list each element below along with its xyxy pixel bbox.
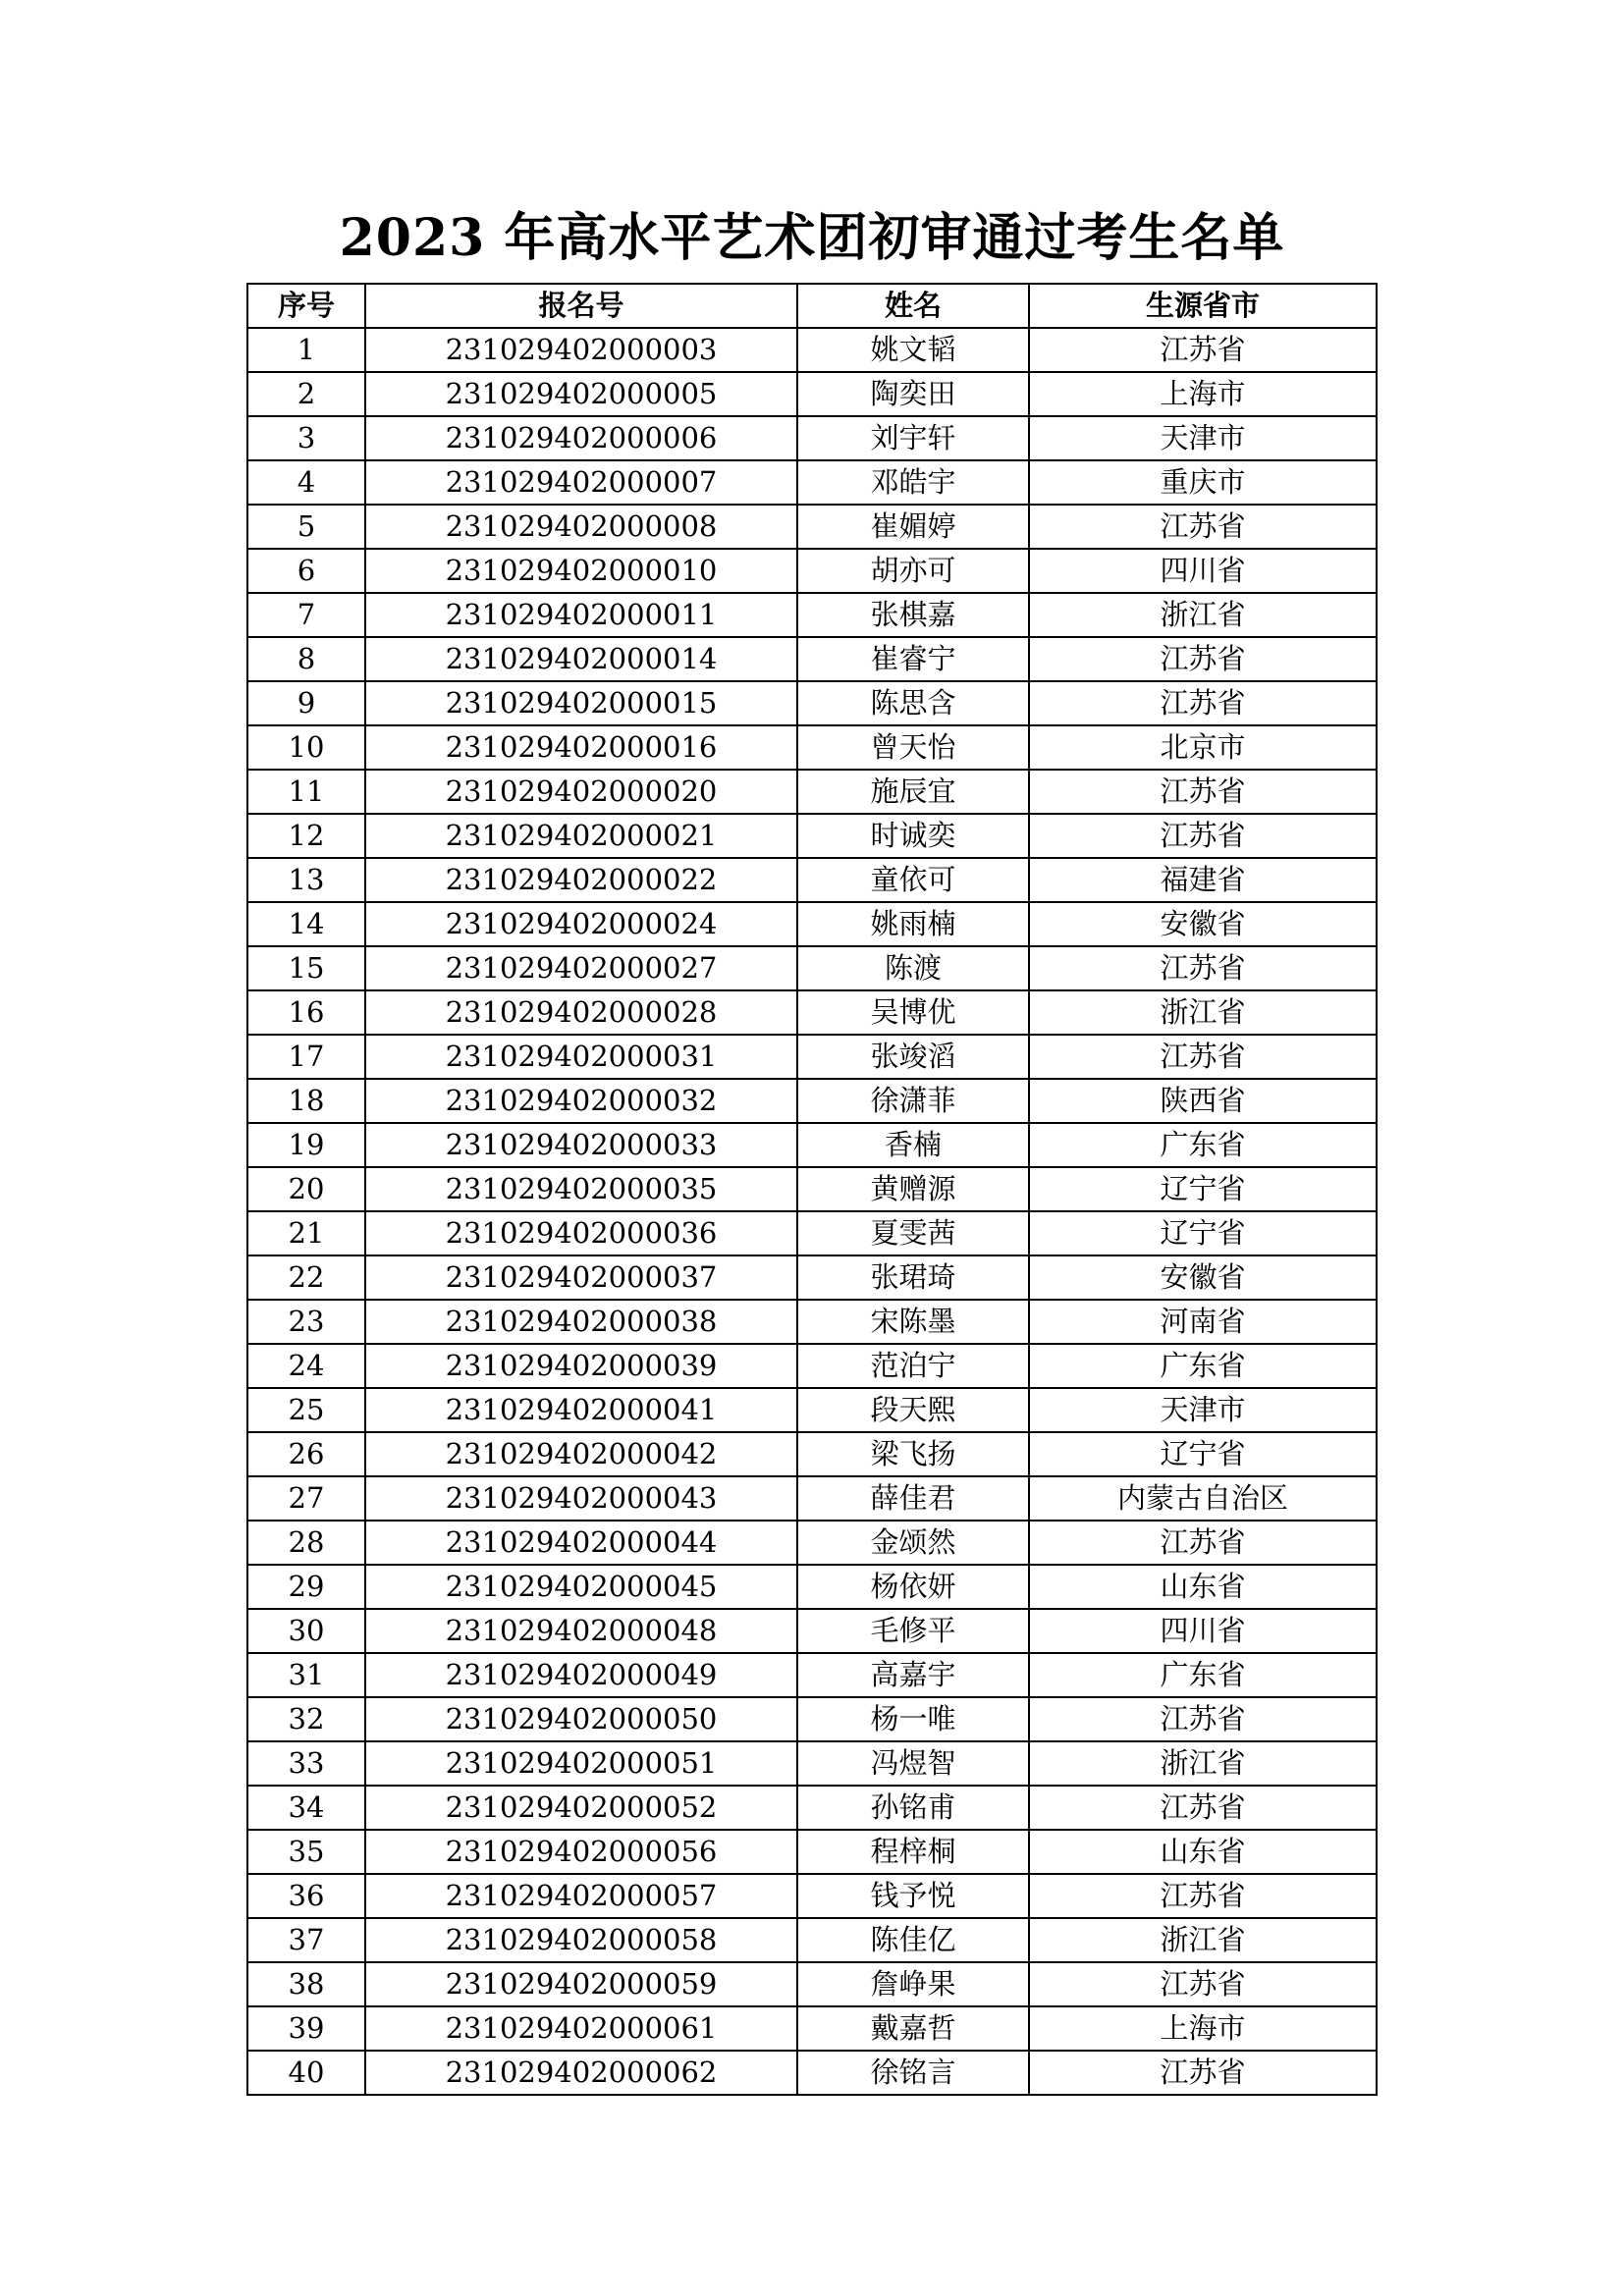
cell-reg-no: 231029402000057	[365, 1874, 797, 1918]
table-row	[247, 1079, 1377, 1123]
cell-province: 河南省	[1029, 1300, 1377, 1344]
cell-seq: 16	[247, 990, 365, 1035]
cell-name: 詹峥果	[797, 1962, 1029, 2006]
cell-name: 施辰宜	[797, 770, 1029, 814]
table-row	[247, 1962, 1377, 2006]
cell-name: 崔睿宁	[797, 637, 1029, 681]
cell-reg-no: 231029402000015	[365, 681, 797, 725]
cell-reg-no: 231029402000052	[365, 1786, 797, 1830]
cell-province: 江苏省	[1029, 1786, 1377, 1830]
cell-reg-no: 231029402000038	[365, 1300, 797, 1344]
cell-reg-no: 231029402000061	[365, 2006, 797, 2051]
table-row	[247, 990, 1377, 1035]
cell-reg-no: 231029402000011	[365, 593, 797, 637]
cell-name: 黄赠源	[797, 1167, 1029, 1211]
cell-reg-no: 231029402000022	[365, 858, 797, 902]
cell-seq: 40	[247, 2051, 365, 2095]
table-row	[247, 1300, 1377, 1344]
table-row	[247, 1167, 1377, 1211]
cell-seq: 22	[247, 1255, 365, 1300]
table-row	[247, 858, 1377, 902]
cell-province: 安徽省	[1029, 1255, 1377, 1300]
cell-name: 陈思含	[797, 681, 1029, 725]
cell-province: 重庆市	[1029, 460, 1377, 505]
table-row	[247, 2051, 1377, 2095]
cell-name: 姚文韬	[797, 328, 1029, 372]
table-row	[247, 1344, 1377, 1388]
cell-name: 范泊宁	[797, 1344, 1029, 1388]
cell-name: 姚雨楠	[797, 902, 1029, 946]
cell-reg-no: 231029402000021	[365, 814, 797, 858]
cell-reg-no: 231029402000035	[365, 1167, 797, 1211]
cell-reg-no: 231029402000028	[365, 990, 797, 1035]
cell-seq: 29	[247, 1565, 365, 1609]
cell-seq: 34	[247, 1786, 365, 1830]
cell-name: 吴博优	[797, 990, 1029, 1035]
cell-reg-no: 231029402000020	[365, 770, 797, 814]
cell-province: 辽宁省	[1029, 1211, 1377, 1255]
cell-reg-no: 231029402000056	[365, 1830, 797, 1874]
cell-reg-no: 231029402000003	[365, 328, 797, 372]
cell-reg-no: 231029402000050	[365, 1697, 797, 1741]
cell-reg-no: 231029402000036	[365, 1211, 797, 1255]
cell-reg-no: 231029402000010	[365, 549, 797, 593]
cell-name: 邓皓宇	[797, 460, 1029, 505]
cell-province: 内蒙古自治区	[1029, 1476, 1377, 1521]
cell-seq: 4	[247, 460, 365, 505]
cell-province: 浙江省	[1029, 1918, 1377, 1962]
cell-reg-no: 231029402000062	[365, 2051, 797, 2095]
table-row	[247, 1741, 1377, 1786]
cell-reg-no: 231029402000037	[365, 1255, 797, 1300]
table-row	[247, 814, 1377, 858]
table-row	[247, 946, 1377, 990]
cell-reg-no: 231029402000045	[365, 1565, 797, 1609]
cell-name: 陶奕田	[797, 372, 1029, 416]
cell-name: 薛佳君	[797, 1476, 1029, 1521]
table-row	[247, 505, 1377, 549]
cell-name: 梁飞扬	[797, 1432, 1029, 1476]
cell-seq: 35	[247, 1830, 365, 1874]
cell-province: 天津市	[1029, 1388, 1377, 1432]
table-row	[247, 1388, 1377, 1432]
cell-seq: 25	[247, 1388, 365, 1432]
table-row	[247, 372, 1377, 416]
cell-seq: 15	[247, 946, 365, 990]
table-row	[247, 1786, 1377, 1830]
cell-seq: 13	[247, 858, 365, 902]
cell-province: 江苏省	[1029, 1962, 1377, 2006]
cell-reg-no: 231029402000041	[365, 1388, 797, 1432]
table-row	[247, 1697, 1377, 1741]
cell-province: 四川省	[1029, 1609, 1377, 1653]
cell-reg-no: 231029402000039	[365, 1344, 797, 1388]
cell-reg-no: 231029402000031	[365, 1035, 797, 1079]
cell-province: 浙江省	[1029, 990, 1377, 1035]
candidate-table	[246, 283, 1378, 2096]
cell-province: 安徽省	[1029, 902, 1377, 946]
cell-name: 曾天怡	[797, 725, 1029, 770]
cell-province: 山东省	[1029, 1565, 1377, 1609]
cell-province: 四川省	[1029, 549, 1377, 593]
cell-province: 广东省	[1029, 1123, 1377, 1167]
cell-name: 高嘉宇	[797, 1653, 1029, 1697]
cell-province: 辽宁省	[1029, 1432, 1377, 1476]
table-row	[247, 1609, 1377, 1653]
table-row	[247, 1255, 1377, 1300]
cell-province: 辽宁省	[1029, 1167, 1377, 1211]
cell-reg-no: 231029402000007	[365, 460, 797, 505]
cell-seq: 38	[247, 1962, 365, 2006]
cell-name: 段天熙	[797, 1388, 1029, 1432]
cell-seq: 7	[247, 593, 365, 637]
cell-seq: 12	[247, 814, 365, 858]
cell-seq: 26	[247, 1432, 365, 1476]
cell-province: 广东省	[1029, 1344, 1377, 1388]
cell-name: 胡亦可	[797, 549, 1029, 593]
cell-reg-no: 231029402000043	[365, 1476, 797, 1521]
cell-seq: 2	[247, 372, 365, 416]
cell-seq: 27	[247, 1476, 365, 1521]
cell-seq: 1	[247, 328, 365, 372]
cell-reg-no: 231029402000042	[365, 1432, 797, 1476]
cell-seq: 36	[247, 1874, 365, 1918]
cell-seq: 31	[247, 1653, 365, 1697]
cell-reg-no: 231029402000059	[365, 1962, 797, 2006]
cell-name: 陈渡	[797, 946, 1029, 990]
cell-province: 浙江省	[1029, 593, 1377, 637]
table-row	[247, 725, 1377, 770]
cell-reg-no: 231029402000027	[365, 946, 797, 990]
cell-name: 香楠	[797, 1123, 1029, 1167]
cell-seq: 17	[247, 1035, 365, 1079]
cell-seq: 28	[247, 1521, 365, 1565]
table-row	[247, 328, 1377, 372]
cell-name: 戴嘉哲	[797, 2006, 1029, 2051]
cell-name: 刘宇轩	[797, 416, 1029, 460]
cell-reg-no: 231029402000049	[365, 1653, 797, 1697]
table-row	[247, 549, 1377, 593]
cell-name: 张珺琦	[797, 1255, 1029, 1300]
cell-name: 孙铭甫	[797, 1786, 1029, 1830]
cell-province: 江苏省	[1029, 2051, 1377, 2095]
table-row	[247, 1565, 1377, 1609]
cell-province: 福建省	[1029, 858, 1377, 902]
cell-name: 童依可	[797, 858, 1029, 902]
header-province: 生源省市	[1029, 284, 1377, 328]
cell-name: 陈佳亿	[797, 1918, 1029, 1962]
table-row	[247, 1918, 1377, 1962]
table-row	[247, 637, 1377, 681]
cell-seq: 24	[247, 1344, 365, 1388]
cell-name: 程梓桐	[797, 1830, 1029, 1874]
table-body	[247, 328, 1377, 2095]
cell-name: 杨一唯	[797, 1697, 1029, 1741]
page-title: 2023 年高水平艺术团初审通过考生名单	[339, 208, 1285, 268]
table-row	[247, 416, 1377, 460]
cell-province: 江苏省	[1029, 1035, 1377, 1079]
cell-seq: 11	[247, 770, 365, 814]
cell-seq: 3	[247, 416, 365, 460]
table-row	[247, 1432, 1377, 1476]
cell-seq: 32	[247, 1697, 365, 1741]
cell-reg-no: 231029402000033	[365, 1123, 797, 1167]
cell-seq: 5	[247, 505, 365, 549]
cell-seq: 30	[247, 1609, 365, 1653]
header-name: 姓名	[797, 284, 1029, 328]
cell-province: 上海市	[1029, 372, 1377, 416]
cell-seq: 20	[247, 1167, 365, 1211]
cell-reg-no: 231029402000048	[365, 1609, 797, 1653]
header-seq: 序号	[247, 284, 365, 328]
table-row	[247, 770, 1377, 814]
cell-province: 江苏省	[1029, 681, 1377, 725]
table-row	[247, 1035, 1377, 1079]
cell-province: 上海市	[1029, 2006, 1377, 2051]
cell-name: 钱予悦	[797, 1874, 1029, 1918]
cell-name: 毛修平	[797, 1609, 1029, 1653]
cell-province: 山东省	[1029, 1830, 1377, 1874]
cell-name: 时诚奕	[797, 814, 1029, 858]
table-row	[247, 1653, 1377, 1697]
cell-reg-no: 231029402000016	[365, 725, 797, 770]
cell-seq: 9	[247, 681, 365, 725]
table-row	[247, 1874, 1377, 1918]
table-row	[247, 2006, 1377, 2051]
table-header-row	[247, 284, 1377, 328]
cell-seq: 14	[247, 902, 365, 946]
table-row	[247, 681, 1377, 725]
cell-province: 浙江省	[1029, 1741, 1377, 1786]
table-row	[247, 593, 1377, 637]
cell-province: 江苏省	[1029, 770, 1377, 814]
cell-province: 江苏省	[1029, 328, 1377, 372]
cell-seq: 37	[247, 1918, 365, 1962]
header-reg-no: 报名号	[365, 284, 797, 328]
cell-seq: 33	[247, 1741, 365, 1786]
cell-province: 北京市	[1029, 725, 1377, 770]
cell-reg-no: 231029402000058	[365, 1918, 797, 1962]
cell-reg-no: 231029402000014	[365, 637, 797, 681]
cell-province: 江苏省	[1029, 1521, 1377, 1565]
table-row	[247, 460, 1377, 505]
cell-reg-no: 231029402000032	[365, 1079, 797, 1123]
cell-province: 江苏省	[1029, 946, 1377, 990]
cell-province: 广东省	[1029, 1653, 1377, 1697]
cell-province: 陕西省	[1029, 1079, 1377, 1123]
cell-name: 崔媚婷	[797, 505, 1029, 549]
cell-seq: 18	[247, 1079, 365, 1123]
cell-name: 宋陈墨	[797, 1300, 1029, 1344]
cell-seq: 23	[247, 1300, 365, 1344]
cell-reg-no: 231029402000006	[365, 416, 797, 460]
cell-name: 徐潇菲	[797, 1079, 1029, 1123]
cell-name: 杨依妍	[797, 1565, 1029, 1609]
cell-province: 江苏省	[1029, 505, 1377, 549]
cell-seq: 10	[247, 725, 365, 770]
cell-province: 江苏省	[1029, 637, 1377, 681]
cell-name: 冯煜智	[797, 1741, 1029, 1786]
cell-province: 江苏省	[1029, 1874, 1377, 1918]
table-row	[247, 1211, 1377, 1255]
cell-province: 江苏省	[1029, 814, 1377, 858]
cell-name: 张竣滔	[797, 1035, 1029, 1079]
cell-reg-no: 231029402000005	[365, 372, 797, 416]
cell-seq: 6	[247, 549, 365, 593]
table-row	[247, 1123, 1377, 1167]
table-row	[247, 1476, 1377, 1521]
cell-province: 江苏省	[1029, 1697, 1377, 1741]
cell-reg-no: 231029402000044	[365, 1521, 797, 1565]
cell-name: 张棋嘉	[797, 593, 1029, 637]
cell-province: 天津市	[1029, 416, 1377, 460]
table-row	[247, 1521, 1377, 1565]
cell-seq: 8	[247, 637, 365, 681]
cell-name: 金颂然	[797, 1521, 1029, 1565]
cell-reg-no: 231029402000008	[365, 505, 797, 549]
cell-seq: 39	[247, 2006, 365, 2051]
cell-name: 夏雯茜	[797, 1211, 1029, 1255]
cell-seq: 19	[247, 1123, 365, 1167]
cell-seq: 21	[247, 1211, 365, 1255]
cell-reg-no: 231029402000024	[365, 902, 797, 946]
table-row	[247, 902, 1377, 946]
table-row	[247, 1830, 1377, 1874]
cell-name: 徐铭言	[797, 2051, 1029, 2095]
cell-reg-no: 231029402000051	[365, 1741, 797, 1786]
